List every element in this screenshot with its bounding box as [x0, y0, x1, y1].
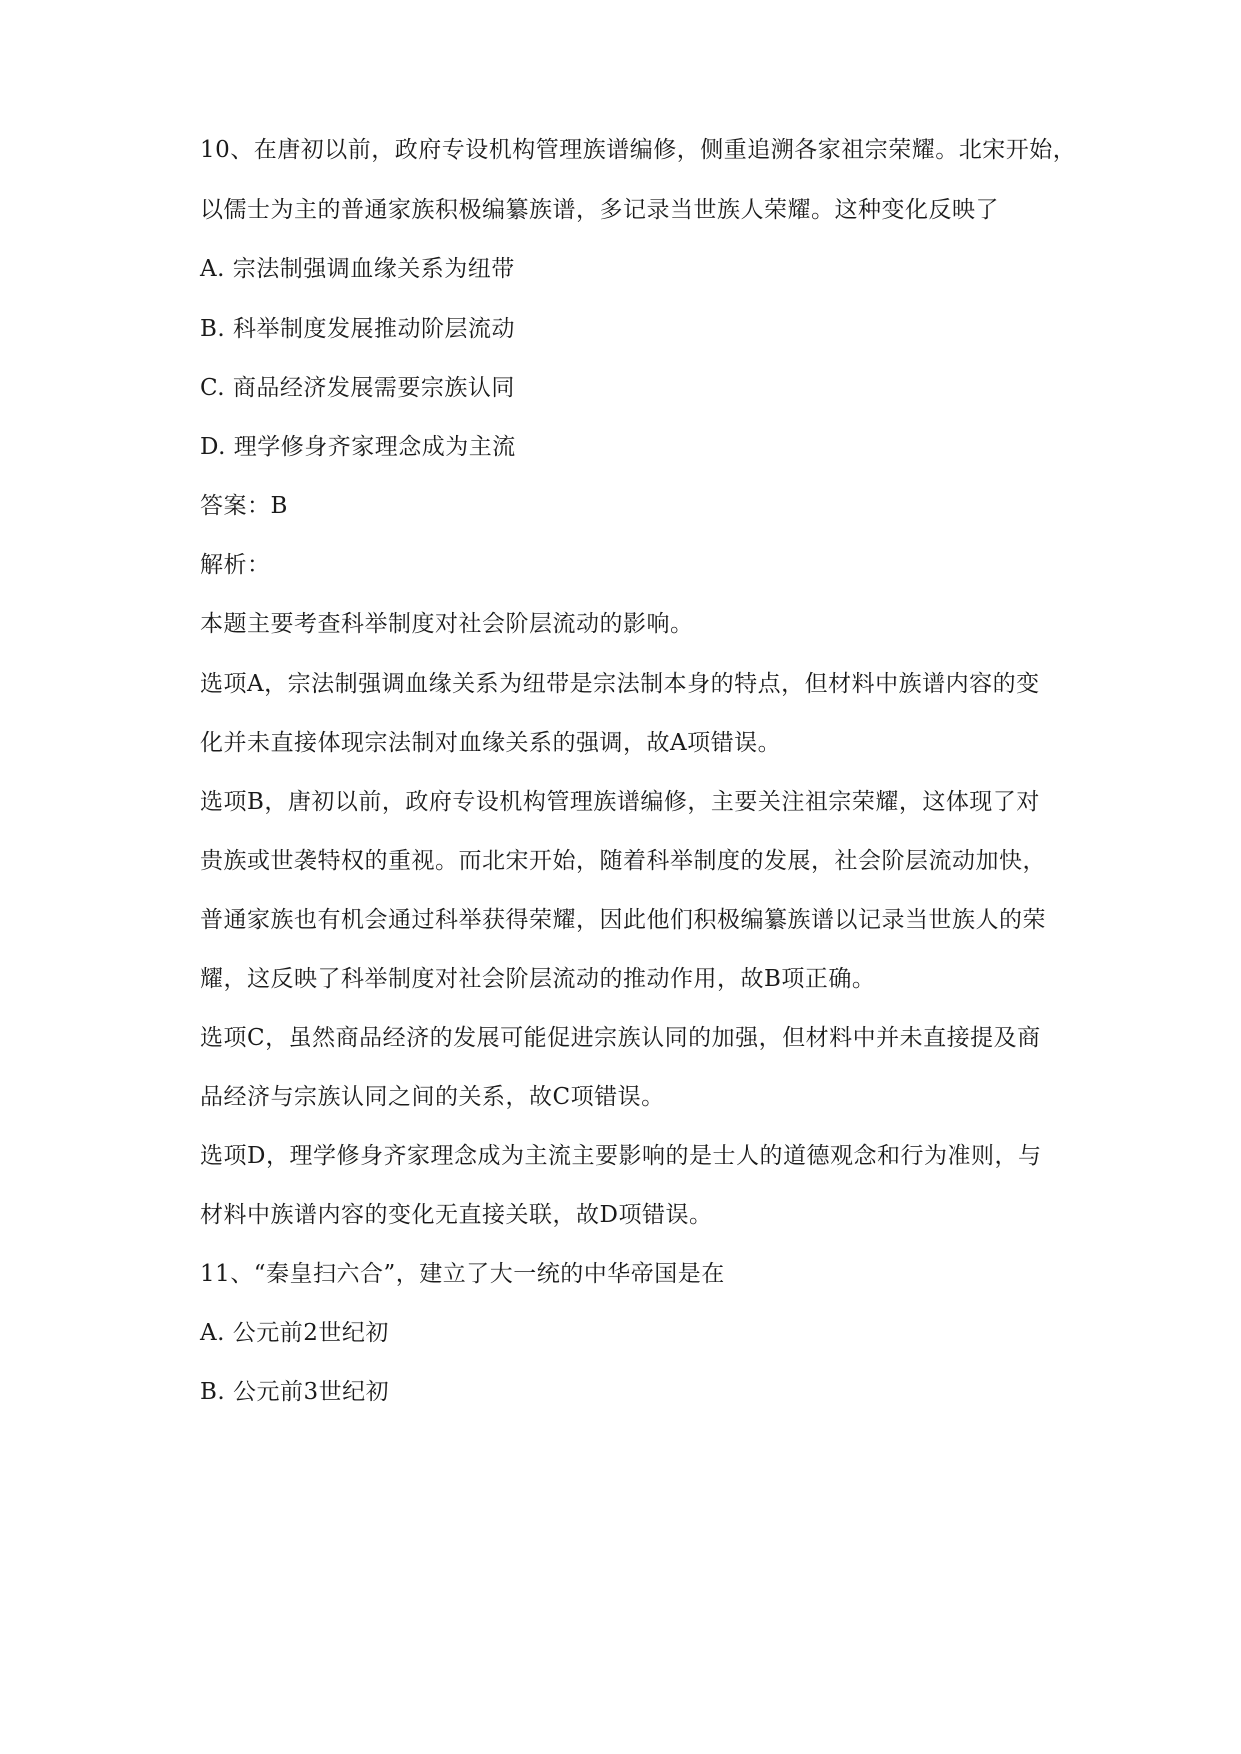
question-10-stem-line-1: 10、在唐初以前，政府专设机构管理族谱编修，侧重追溯各家祖宗荣耀。北宋开始， [200, 137, 1077, 163]
analysis-line: 材料中族谱内容的变化无直接关联，故D项错误。 [200, 1202, 713, 1228]
question-11-option-b: B. 公元前3世纪初 [200, 1379, 390, 1405]
analysis-line: 耀，这反映了科举制度对社会阶层流动的推动作用，故B项正确。 [200, 966, 876, 992]
question-11-option-a: A. 公元前2世纪初 [200, 1320, 389, 1346]
analysis-line: 贵族或世袭特权的重视。而北宋开始，随着科举制度的发展，社会阶层流动加快， [200, 848, 1046, 874]
question-10-option-b: B. 科举制度发展推动阶层流动 [200, 316, 516, 342]
analysis-line: 选项C，虽然商品经济的发展可能促进宗族认同的加强，但材料中并未直接提及商 [200, 1025, 1041, 1051]
question-10-analysis-label: 解析： [200, 552, 271, 578]
question-10-option-d: D. 理学修身齐家理念成为主流 [200, 434, 516, 460]
question-10-option-a: A. 宗法制强调血缘关系为纽带 [200, 256, 515, 282]
question-10-stem-line-2: 以儒士为主的普通家族积极编纂族谱，多记录当世族人荣耀。这种变化反映了 [200, 197, 999, 223]
question-10-option-c: C. 商品经济发展需要宗族认同 [200, 375, 515, 401]
analysis-line: 化并未直接体现宗法制对血缘关系的强调，故A项错误。 [200, 730, 782, 756]
analysis-line: 普通家族也有机会通过科举获得荣耀，因此他们积极编纂族谱以记录当世族人的荣 [200, 907, 1046, 933]
analysis-line: 选项D，理学修身齐家理念成为主流主要影响的是士人的道德观念和行为准则，与 [200, 1143, 1042, 1169]
analysis-line: 本题主要考查科举制度对社会阶层流动的影响。 [200, 611, 694, 637]
analysis-line: 选项A，宗法制强调血缘关系为纽带是宗法制本身的特点，但材料中族谱内容的变 [200, 671, 1040, 697]
analysis-line: 品经济与宗族认同之间的关系，故C项错误。 [200, 1084, 665, 1110]
analysis-line: 选项B，唐初以前，政府专设机构管理族谱编修，主要关注祖宗荣耀，这体现了对 [200, 789, 1040, 815]
question-10-answer: 答案：B [200, 493, 288, 519]
question-11-stem: 11、“秦皇扫六合”，建立了大一统的中华帝国是在 [200, 1261, 725, 1287]
